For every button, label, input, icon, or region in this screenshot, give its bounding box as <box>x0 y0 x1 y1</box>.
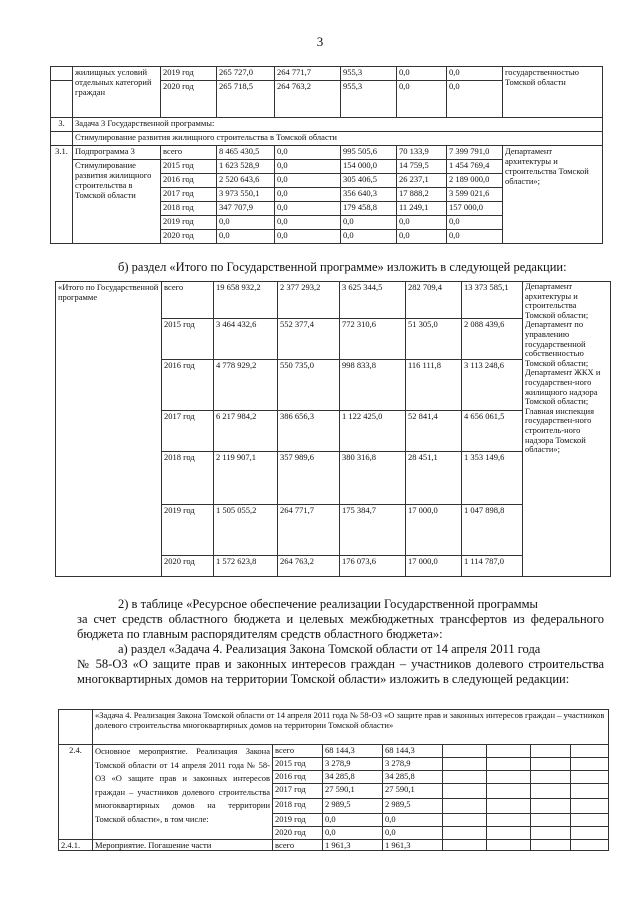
value-cell: 1 572 623,8 <box>214 556 278 577</box>
value-cell: 17 000,0 <box>406 505 462 556</box>
value-cell: 34 285,8 <box>383 771 443 784</box>
value-cell: 2 989,5 <box>323 799 383 814</box>
value-cell: 1 353 149,6 <box>462 452 523 505</box>
department: Департамент архитектуры и строительства Томской области»; <box>503 146 603 244</box>
value-cell: 154 000,0 <box>341 160 397 174</box>
year-cell: 2020 год <box>161 230 217 244</box>
task-subtitle: Стимулирование развития жилищного строительства в Томской области <box>73 132 603 146</box>
value-cell: 347 707,9 <box>217 202 275 216</box>
year-cell: 2020 год <box>162 556 214 577</box>
year-cell: 2016 год <box>161 174 217 188</box>
value-cell: 51 305,0 <box>406 319 462 360</box>
value-cell: 17 000,0 <box>406 556 462 577</box>
value-cell: 176 073,6 <box>340 556 406 577</box>
value-cell: 1 961,3 <box>383 840 443 851</box>
value-cell: 2 189 000,0 <box>447 174 503 188</box>
value-cell: 772 310,6 <box>340 319 406 360</box>
cell <box>443 814 487 827</box>
value-cell: 0,0 <box>397 81 447 118</box>
task-number: 3. <box>51 118 73 132</box>
value-cell: 955,3 <box>341 67 397 81</box>
cell <box>443 771 487 784</box>
value-cell: 3 599 021,6 <box>447 188 503 202</box>
year-cell: 2016 год <box>273 771 323 784</box>
value-cell: 0,0 <box>275 216 341 230</box>
measure-number: 2.4.1. <box>59 840 93 851</box>
value-cell: 27 590,1 <box>323 784 383 799</box>
paragraph-a-lead: а) раздел «Задача 4. Реализация Закона Томской области от 14 апреля 2011 года <box>118 642 541 656</box>
cell <box>571 840 609 851</box>
value-cell: 0,0 <box>275 230 341 244</box>
year-cell: 2017 год <box>162 411 214 452</box>
value-cell: 0,0 <box>447 81 503 118</box>
cell <box>443 758 487 771</box>
cell <box>487 840 531 851</box>
cell <box>51 67 73 81</box>
value-cell: 11 249,1 <box>397 202 447 216</box>
value-cell: 0,0 <box>217 230 275 244</box>
cell <box>571 814 609 827</box>
cell <box>487 799 531 814</box>
measure-name: жилищных условий отдельных категорий граждан <box>73 67 161 118</box>
value-cell: 265 718,5 <box>217 81 275 118</box>
program-table-top <box>50 66 603 244</box>
value-cell: 157 000,0 <box>447 202 503 216</box>
cell <box>443 840 487 851</box>
value-cell: 1 122 425,0 <box>340 411 406 452</box>
year-cell: 2018 год <box>162 452 214 505</box>
value-cell: 998 833,8 <box>340 360 406 411</box>
year-cell: 2019 год <box>161 216 217 230</box>
value-cell: 0,0 <box>447 230 503 244</box>
year-cell: 2020 год <box>161 81 217 118</box>
value-cell: 264 771,7 <box>278 505 340 556</box>
cell <box>487 771 531 784</box>
cell <box>571 827 609 840</box>
cell <box>487 758 531 771</box>
paragraph-2-rest: за счет средств областного бюджета и целевых межбюджетных трансфертов из федерального бюджета по главным распорядителям средств областного бюджета»: <box>77 612 604 641</box>
year-cell: всего <box>273 745 323 758</box>
value-cell: 4 656 061,5 <box>462 411 523 452</box>
cell <box>531 840 571 851</box>
value-cell: 0,0 <box>323 827 383 840</box>
cell <box>443 827 487 840</box>
value-cell: 552 377,4 <box>278 319 340 360</box>
value-cell: 13 373 585,1 <box>462 282 523 319</box>
value-cell: 26 237,1 <box>397 174 447 188</box>
value-cell: 386 656,3 <box>278 411 340 452</box>
value-cell: 356 640,3 <box>341 188 397 202</box>
value-cell: 0,0 <box>341 216 397 230</box>
year-cell: 2015 год <box>161 160 217 174</box>
cell <box>571 745 609 758</box>
value-cell: 3 973 550,1 <box>217 188 275 202</box>
value-cell: 0,0 <box>341 230 397 244</box>
heading-b: б) раздел «Итого по Государственной программе» изложить в следующей редакции: <box>118 260 567 274</box>
value-cell: 2 520 643,6 <box>217 174 275 188</box>
value-cell: 995 505,6 <box>341 146 397 160</box>
value-cell: 8 465 430,5 <box>217 146 275 160</box>
cell <box>531 745 571 758</box>
value-cell: 116 111,8 <box>406 360 462 411</box>
subprogram-number: 3.1. <box>51 146 73 244</box>
task4-header: «Задача 4. Реализация Закона Томской области от 14 апреля 2011 года № 58-ОЗ «О защите прав и законных интересов граждан – участников долевого строительства многоквартирных домов на территории Томской области» <box>93 710 609 745</box>
cell <box>487 784 531 799</box>
task4-table <box>58 709 609 851</box>
cell <box>487 827 531 840</box>
value-cell: 2 989,5 <box>383 799 443 814</box>
value-cell: 305 406,5 <box>341 174 397 188</box>
cell <box>531 814 571 827</box>
year-cell: 2019 год <box>161 67 217 81</box>
value-cell: 0,0 <box>447 216 503 230</box>
value-cell: 0,0 <box>217 216 275 230</box>
value-cell: 0,0 <box>397 230 447 244</box>
value-cell: 0,0 <box>275 160 341 174</box>
value-cell: 179 458,8 <box>341 202 397 216</box>
measure-desc: Мероприятие. Погашение части <box>93 840 273 851</box>
cell <box>443 784 487 799</box>
year-cell: 2016 год <box>162 360 214 411</box>
value-cell: 68 144,3 <box>383 745 443 758</box>
value-cell: 264 771,7 <box>275 67 341 81</box>
total-label: «Итого по Государственной программе <box>56 282 162 577</box>
value-cell: 550 735,0 <box>278 360 340 411</box>
cell <box>571 758 609 771</box>
value-cell: 7 399 791,0 <box>447 146 503 160</box>
year-cell: 2019 год <box>162 505 214 556</box>
department: государственностью Томской областн <box>503 67 603 118</box>
value-cell: 264 763,2 <box>278 556 340 577</box>
value-cell: 380 316,8 <box>340 452 406 505</box>
value-cell: 3 464 432,6 <box>214 319 278 360</box>
subprogram-desc: Стимулирование развития жилищного строительства в Томской области <box>73 160 161 244</box>
year-cell: всего <box>161 146 217 160</box>
value-cell: 6 217 984,2 <box>214 411 278 452</box>
value-cell: 0,0 <box>397 67 447 81</box>
paragraph-2-lead: 2) в таблице «Ресурсное обеспечение реализации Государственной программы <box>118 597 538 611</box>
year-cell: всего <box>162 282 214 319</box>
value-cell: 264 763,2 <box>275 81 341 118</box>
value-cell: 1 114 787,0 <box>462 556 523 577</box>
value-cell: 27 590,1 <box>383 784 443 799</box>
year-cell: 2018 год <box>161 202 217 216</box>
year-cell: 2017 год <box>273 784 323 799</box>
value-cell: 3 113 248,6 <box>462 360 523 411</box>
cell <box>531 771 571 784</box>
page-number: 3 <box>316 34 324 49</box>
value-cell: 52 841,4 <box>406 411 462 452</box>
cell <box>59 710 93 745</box>
year-cell: 2018 год <box>273 799 323 814</box>
year-cell: 2015 год <box>162 319 214 360</box>
cell <box>443 799 487 814</box>
measure-number: 2.4. <box>59 745 93 840</box>
value-cell: 70 133,9 <box>397 146 447 160</box>
value-cell: 3 278,9 <box>383 758 443 771</box>
value-cell: 0,0 <box>383 827 443 840</box>
value-cell: 1 454 769,4 <box>447 160 503 174</box>
measure-desc: Основное мероприятие. Реализация Закона Томской области от 14 апреля 2011 года № 58-ОЗ «О защите прав и законных интересов граждан – участников долевого строительства многоквартирных домов на территории Томской области», в том числе: <box>93 745 273 840</box>
value-cell: 3 625 344,5 <box>340 282 406 319</box>
paragraph-a-rest: № 58-ОЗ «О защите прав и законных интересов граждан – участников долевого строительства многоквартирных домов на территории Томской области» изложить в следующей редакции: <box>77 657 604 686</box>
year-cell: всего <box>273 840 323 851</box>
cell <box>571 799 609 814</box>
value-cell: 0,0 <box>397 216 447 230</box>
year-cell: 2020 год <box>273 827 323 840</box>
value-cell: 2 088 439,6 <box>462 319 523 360</box>
value-cell: 34 285,8 <box>323 771 383 784</box>
value-cell: 14 759,5 <box>397 160 447 174</box>
subprogram-title: Подпрограмма 3 <box>73 146 161 160</box>
value-cell: 0,0 <box>275 146 341 160</box>
value-cell: 2 377 293,2 <box>278 282 340 319</box>
value-cell: 282 709,4 <box>406 282 462 319</box>
cell <box>531 784 571 799</box>
value-cell: 0,0 <box>275 188 341 202</box>
value-cell: 68 144,3 <box>323 745 383 758</box>
year-cell: 2019 год <box>273 814 323 827</box>
cell <box>531 799 571 814</box>
year-cell: 2015 год <box>273 758 323 771</box>
value-cell: 2 119 907,1 <box>214 452 278 505</box>
cell <box>531 758 571 771</box>
value-cell: 3 278,9 <box>323 758 383 771</box>
cell <box>487 745 531 758</box>
value-cell: 0,0 <box>383 814 443 827</box>
year-cell: 2017 год <box>161 188 217 202</box>
cell <box>531 827 571 840</box>
value-cell: 0,0 <box>323 814 383 827</box>
value-cell: 1 505 055,2 <box>214 505 278 556</box>
value-cell: 357 989,6 <box>278 452 340 505</box>
value-cell: 175 384,7 <box>340 505 406 556</box>
cell <box>487 814 531 827</box>
cell <box>443 745 487 758</box>
cell <box>51 81 73 118</box>
value-cell: 1 961,3 <box>323 840 383 851</box>
task-title: Задача 3 Государственной программы: <box>73 118 603 132</box>
value-cell: 1 047 898,8 <box>462 505 523 556</box>
value-cell: 0,0 <box>275 202 341 216</box>
value-cell: 0,0 <box>275 174 341 188</box>
value-cell: 955,3 <box>341 81 397 118</box>
total-table <box>55 281 611 577</box>
value-cell: 0,0 <box>447 67 503 81</box>
cell <box>571 771 609 784</box>
value-cell: 19 658 932,2 <box>214 282 278 319</box>
value-cell: 28 451,1 <box>406 452 462 505</box>
value-cell: 265 727,0 <box>217 67 275 81</box>
value-cell: 1 623 528,9 <box>217 160 275 174</box>
department: Департамент архитектуры и строительства Томской области; Департамент по управлению государственной собственностью Томской области; Департамент ЖКХ и государствен-ного жилищного надзора Томской области; Главная инспекция государствен-ного строитель-ного надзора Томской области»; <box>523 282 611 577</box>
value-cell: 4 778 929,2 <box>214 360 278 411</box>
value-cell: 17 888,2 <box>397 188 447 202</box>
cell <box>571 784 609 799</box>
cell <box>51 132 73 146</box>
